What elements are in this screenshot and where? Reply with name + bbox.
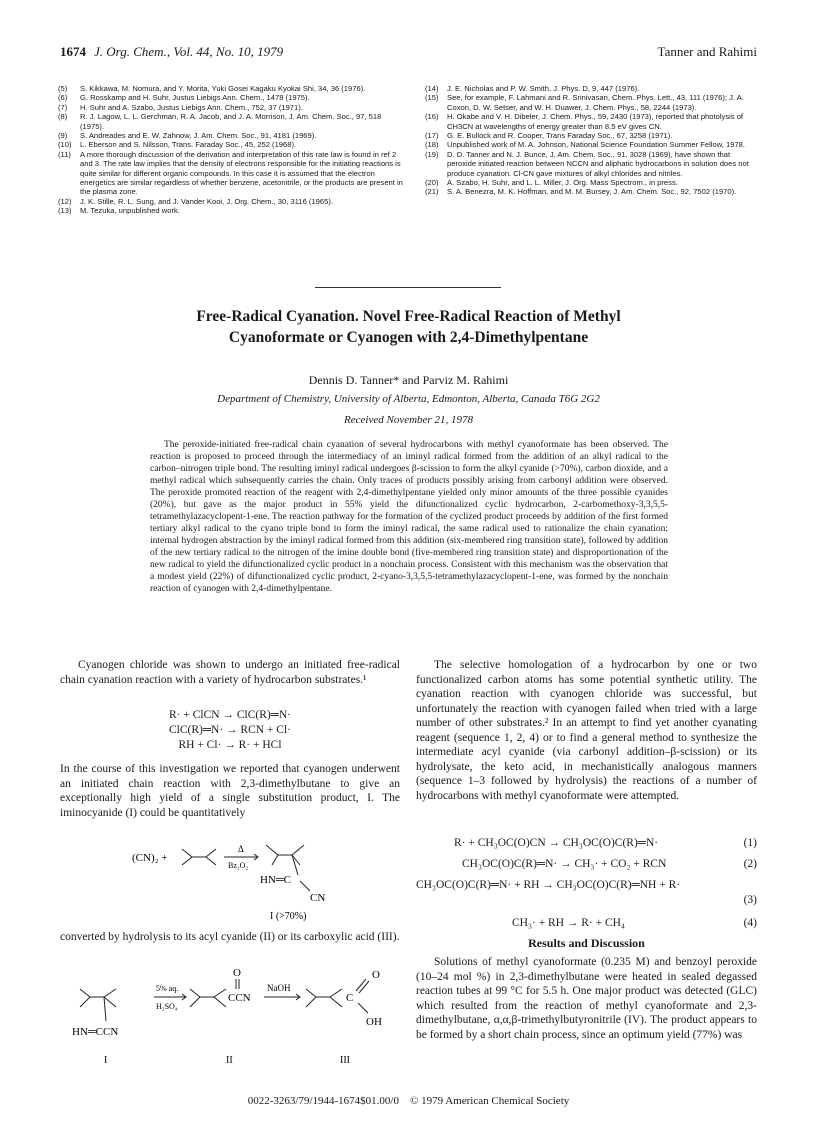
reference-item — [425, 187, 761, 196]
reaction-arrow — [224, 854, 258, 860]
reference-text: M. Tezuka, unpublished work. — [80, 206, 180, 216]
equation-3-number: (3) — [743, 894, 757, 906]
reference-text: G. E. Bullock and R. Cooper, Trans Faraday Soc., 67, 3258 (1971). — [447, 131, 673, 141]
reference-item — [58, 206, 403, 215]
reference-item — [58, 197, 403, 206]
cyanogen-chloride-mechanism — [60, 708, 400, 753]
reference-item — [425, 93, 761, 112]
product-I-yield: I (>70%) — [270, 911, 307, 922]
section-divider — [315, 287, 501, 288]
reference-number: (11) — [58, 149, 71, 159]
reference-number: (19) — [425, 149, 439, 159]
reference-number: (12) — [58, 196, 72, 206]
reference-number: (15) — [425, 93, 439, 103]
reference-item — [58, 103, 403, 112]
reference-item — [58, 140, 403, 149]
references-right-column — [425, 84, 761, 197]
compound-III-carbon: C — [346, 992, 354, 1004]
page-footer — [60, 1095, 757, 1107]
left-paragraph-3: converted by hydrolysis to its acyl cyanide (II) or its carboxylic acid (III). — [60, 931, 400, 943]
left-paragraph-2: In the course of this investigation we reported that cyanogen underwent an initiated chain reaction with 2,3-dimethylbutane to give an exceptionally high yield of a single substitution product, I. The iminocyanide (I) could be quantitatively — [60, 763, 400, 819]
reference-item — [58, 112, 403, 131]
equation-b: ClC(R)═N· → RCN + Cl· — [169, 724, 291, 736]
title-line-1: Free-Radical Cyanation. Novel Free-Radical Reaction of Methyl — [196, 308, 621, 325]
equation-4-number: (4) — [743, 917, 757, 929]
reference-number: (13) — [58, 206, 72, 216]
reference-text: A more thorough discussion of the derivation and interpretation of this rate law is found in ref 2 and 3. The rate law implies that the density of electrons responsible for the initiating reactions is quite similar for different organic compounds. In this case it is assumed that the electron energetics are similar regardless of whether benzene, acetonitrile, or the products are present in the plasma zone. — [80, 149, 403, 197]
received-date: Received November 21, 1978 — [344, 414, 473, 426]
equation-3 — [416, 878, 757, 908]
article-affiliation: Department of Chemistry, University of Alberta, Edmonton, Alberta, Canada T6G 2G2 — [217, 393, 600, 405]
reference-text: S. A. Benezra, M. K. Hoffman, and M. M. Bursey, J. Am. Chem. Soc., 92, 7502 (1970). — [447, 187, 737, 197]
reference-text: A. Szabo, H. Suhr, and L. L. Miller, J. Org. Mass Spectrom., in press. — [447, 178, 678, 188]
equation-1 — [416, 836, 757, 852]
scheme-cyanation-dimethylbutane — [120, 835, 370, 922]
equation-2-number: (2) — [743, 858, 757, 870]
reference-text: H. Okabe and V. H. Dibeler, J. Chem. Phys., 59, 2430 (1973), reported that photolysis of CH3CN at wavelengths of energy greater than 8.5 eV gives CN. — [447, 112, 744, 131]
reference-number: (18) — [425, 140, 439, 150]
reference-item — [58, 93, 403, 102]
running-header-left — [60, 44, 283, 60]
abstract: The peroxide-initiated free-radical chain cyanation of several hydrocarbons with methyl cyanoformate has been observed. The reaction is proposed to proceed through the intermediacy of an iminyl radical formed from the addition of an alkyl radical to the carbon–nitrogen triple bond. The resulting iminyl radical undergoes β-scission to form the alkyl cyanide (>70%), carbon dioxide, and a methyl radical which subsequently carries the chain. Only traces of products possibly arising from carbonyl addition were observed. The peroxide promoted reaction of the reagent with 2,4-dimethylpentane yielded only minor amounts of the three possible cyanides (20%), but gave as the major product in 55% yield the difunctionalized cyclic hydrocarbon, 2-carbomethoxy-3,3,5,5-tetramethylazacyclopent-1-ene. The reaction pathway for the formation of the cyclized product proceeds by addition of the first formed tertiary alkyl radical to the cyano triple bond to form the iminyl radical, the same radical used to rationalize the chain cyanation; internal hydrogen abstraction by the iminyl radical formed from this addition (six-membered ring transition state), followed by addition of the new tertiary radical to the nitrogen of the imine double bond (five-membered ring transition state) and disproportionation of the new radical to yield the difunctionalized cyclic product in a nonchain process. Consistent with this mechanism was the observation that a modest yield (22%) of difunctionalized cyclic product, 2-cyano-3,3,5,5-tetramethylazacyclopent-1-ene, was formed by the nonchain reaction of cyanogen with 2,4-dimethylpentane. — [150, 440, 668, 594]
reference-number: (7) — [58, 102, 68, 112]
reference-item — [425, 140, 761, 149]
equation-1-number: (1) — [743, 837, 757, 849]
product-I-cyano: CN — [310, 892, 326, 904]
base-arrow — [264, 994, 300, 1000]
equation-a: R· + ClCN → ClC(R)═N· — [169, 709, 291, 721]
product-I-imine: HN═C — [260, 874, 292, 886]
base-condition: NaOH — [267, 983, 291, 993]
reference-item — [58, 150, 403, 197]
reference-item — [425, 178, 761, 187]
reference-number: (20) — [425, 178, 439, 188]
compound-II-label: II — [226, 1055, 233, 1066]
equation-1-text: R· + CH₃OC(O)CN → CH₃OC(O)C(R)═N· — [454, 837, 659, 849]
reference-number: (8) — [58, 112, 68, 122]
references-left-column — [58, 84, 403, 216]
compound-II-oxygen: O — [233, 967, 241, 979]
reference-text: G. Rosskamp and H. Suhr, Justus Liebigs Ann. Chem., 1478 (1975). — [80, 93, 310, 103]
scheme-hydrolysis — [60, 965, 400, 1075]
reference-text: D. D. Tanner and N. J. Bunce, J. Am. Chem. Soc., 91, 3028 (1969), have shown that peroxide initiated reaction between NCCN and aliphatic hydrocarbons in solution does not produce cyanation. Cl-CN gave mixtures of alkyl chlorides and nitriles. — [447, 149, 749, 178]
reference-text: See, for example, F. Lahmani and R. Srinivasan, Chem. Phys. Lett., 43, 111 (1976); J. A. Coxon, D. W. Setser, and W. H. Duawer, J. Chem. Phys., 58, 2244 (1973). — [447, 93, 744, 112]
reference-item — [425, 112, 761, 131]
equation-3-text: CH₃OC(O)C(R)═N· + RH → CH₃OC(O)C(R)═NH + R· — [416, 879, 681, 891]
reference-item — [425, 84, 761, 93]
article-authors: Dennis D. Tanner* and Parviz M. Rahimi — [308, 373, 509, 387]
compound-II-acyl-cyanide: CCN — [228, 992, 251, 1004]
reference-text: S. Andreades and E. W. Zahnow, J. Am. Chem. Soc., 91, 4181 (1969). — [80, 131, 317, 141]
reference-number: (21) — [425, 187, 439, 197]
compound-III-hydroxyl: OH — [366, 1016, 382, 1028]
reference-text: S. Kikkawa, M. Nomura, and Y. Morita, Yuki Gosei Kagaku Kyokai Shi, 34, 36 (1976). — [80, 84, 366, 93]
page-number: 1674 — [60, 44, 86, 59]
equation-2 — [416, 857, 757, 873]
left-paragraph-1: Cyanogen chloride was shown to undergo an initiated free-radical chain cyanation reaction with a variety of hydrocarbon substrates.¹ — [60, 659, 400, 686]
reference-number: (6) — [58, 93, 68, 103]
compound-III-structure — [306, 979, 369, 1013]
article-title — [60, 306, 757, 348]
acid-condition-top: 5% aq. — [156, 984, 179, 993]
reference-item — [58, 84, 403, 93]
title-line-2: Cyanoformate or Cyanogen with 2,4-Dimethylpentane — [228, 329, 589, 346]
hydrolysis-arrow — [154, 994, 186, 1000]
reference-text: L. Eberson and S. Nilsson, Trans. Faraday Soc., 45, 252 (1968). — [80, 140, 297, 150]
scheme1-reagent: (CN)₂ + — [132, 852, 168, 864]
compound-III-label: III — [340, 1055, 350, 1066]
journal-citation: J. Org. Chem., Vol. 44, No. 10, 1979 — [94, 44, 284, 59]
reference-item — [425, 150, 761, 178]
footer-code: 0022-3263/79/1944-1674$01.00/0 — [247, 1095, 399, 1107]
reference-number: (17) — [425, 131, 439, 141]
reference-text: J. K. Stille, R. L. Sung, and J. Vander Kooi, J. Org. Chem., 30, 3116 (1965). — [80, 196, 333, 206]
right-paragraph-2: Solutions of methyl cyanoformate (0.235 M) and benzoyl peroxide (10–24 mol %) in 2,3-dimethylbutane were heated in sealed degassed reaction tubes at 99 °C for 5.5 h. One major product was detected (GLC) which resulted from the reaction of methyl cyanoformate and 2,3-dimethylbutane, α,α,β-trimethylbutyronitrile (IV). The product appears to be formed by a short chain process, since an optimum yield (77%) was — [416, 956, 757, 1041]
right-paragraph-1: The selective homologation of a hydrocarbon by one or two functionalized carbon atoms has some potential synthetic utility. The cyanation reaction with cyanogen chloride was successful, but unfortunately the reaction with cyanogen failed when tried with a large number of other substrates.² In an attempt to find yet another cyanating reagent (sequence 1, 2, 4) or to find a general method to synthesize the intermediate acyl cyanide (via carbonyl addition–β-scission) or its hydrolysate, the keto acid, in mechanistically analogous manners (sequence 1–3 followed by hydrolysis) the reactions of a number of hydrocarbons with methyl cyanoformate were attempted. — [416, 659, 757, 802]
reference-number: (5) — [58, 84, 68, 93]
reference-text: Unpublished work of M. A. Johnson, National Science Foundation Summer Fellow, 1978. — [447, 140, 746, 150]
reference-number: (9) — [58, 131, 68, 141]
running-header-authors: Tanner and Rahimi — [657, 44, 757, 59]
reference-item — [425, 131, 761, 140]
reference-text: H. Suhr and A. Szabo, Justus Liebigs Ann. Chem., 752, 37 (1971). — [80, 102, 303, 112]
reference-text: J. E. Nicholas and P. W. Smith, J. Phys. D, 9, 447 (1976). — [447, 84, 640, 93]
acid-condition-bottom: H₂SO₄ — [156, 1002, 178, 1011]
footer-copyright: © 1979 American Chemical Society — [409, 1095, 570, 1107]
equation-4 — [416, 916, 757, 932]
reference-text: R. J. Lagow, L. L. Gerchman, R. A. Jacob, and J. A. Morrison, J. Am. Chem. Soc., 97, 518 (1975). — [80, 112, 382, 131]
reference-number: (16) — [425, 112, 439, 122]
dimethylbutane-structure — [182, 849, 216, 865]
arrow-condition-peroxide: Bz₂O₂ — [228, 861, 249, 870]
arrow-condition-heat: Δ — [238, 844, 244, 854]
reference-item — [58, 131, 403, 140]
equation-c: RH + Cl· → R· + HCl — [178, 739, 282, 751]
compound-I-structure — [80, 989, 116, 1021]
results-heading: Results and Discussion — [528, 936, 645, 950]
equation-4-text: CH₃· + RH → R· + CH₄ — [512, 917, 625, 929]
reference-number: (10) — [58, 140, 72, 150]
equation-2-text: CH₃OC(O)C(R)═N· → CH₃· + CO₂ + RCN — [462, 858, 667, 870]
compound-I-label: I — [104, 1055, 108, 1066]
reference-number: (14) — [425, 84, 439, 93]
compound-I-imine: HN═CCN — [72, 1026, 119, 1038]
compound-III-oxygen: O — [372, 969, 380, 981]
